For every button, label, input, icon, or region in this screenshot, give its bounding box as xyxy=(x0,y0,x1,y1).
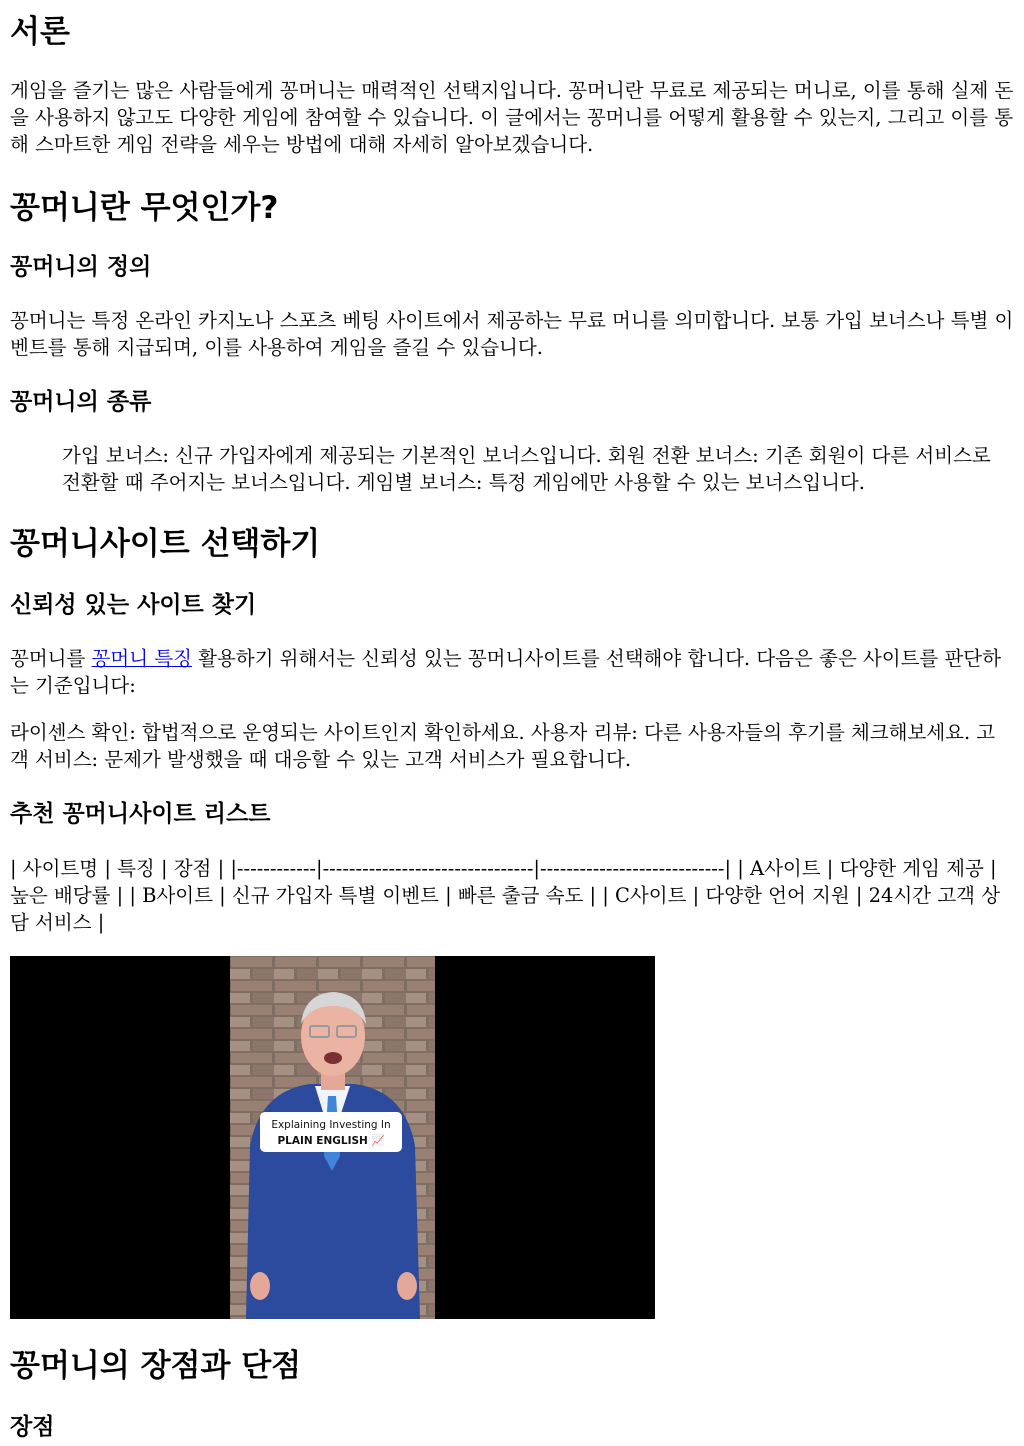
intro-paragraph: 게임을 즐기는 많은 사람들에게 꽁머니는 매력적인 선택지입니다. 꽁머니란 무료로 제공되는 머니로, 이를 통해 실제 돈을 사용하지 않고도 다양한 게임에 참여할 수 있습니다. 이 글에서는 꽁머니를 어떻게 활용할 수 있는지, 그리고 이를 통해 스마트한 게임 전략을 세우는 방법에 대해 자세히 알아보겠습니다. xyxy=(10,79,1014,156)
section-title-select: 꽁머니사이트 선택하기 xyxy=(10,526,321,562)
section-title-intro: 서론 xyxy=(10,14,70,50)
trust-text-before: 꽁머니를 xyxy=(10,647,92,670)
caption-line-1: Explaining Investing In xyxy=(271,1119,391,1131)
caption-line-2: PLAIN ENGLISH 📈 xyxy=(277,1135,385,1147)
trust-text-after: 활용하기 위해서는 신뢰성 있는 꽁머니사이트를 선택해야 합니다. 다음은 좋은 사이트를 판단하는 기준입니다: xyxy=(10,647,1001,697)
section-title-what: 꽁머니란 무엇인가? xyxy=(10,190,279,226)
site-table-text: | 사이트명 | 특징 | 장점 | |------------|--------------------------------|----------------------------| | A사이트 | 다양한 게임 제공 | 높은 배당률 | | B사이트 | 신규 가입자 특별 이벤트 | 빠른 출금 속도 | | C사이트 | 다양한 언어 지원 | 24시간 고객 상담 서비스 | xyxy=(10,857,1001,934)
types-blockquote: 가입 보너스: 신규 가입자에게 제공되는 기본적인 보너스입니다. 회원 전환 보너스: 기존 회원이 다른 서비스로 전환할 때 주어지는 보너스입니다. 게임별 보너스: 특정 게임에만 사용할 수 있는 보너스입니다. xyxy=(62,444,991,494)
definition-paragraph: 꽁머니는 특정 온라인 카지노나 스포츠 베팅 사이트에서 제공하는 무료 머니를 의미합니다. 보통 가입 보너스나 특별 이벤트를 통해 지급되며, 이를 사용하여 게임을 즐길 수 있습니다. xyxy=(10,309,1014,359)
video-player[interactable] xyxy=(10,956,655,1319)
criteria-paragraph: 라이센스 확인: 합법적으로 운영되는 사이트인지 확인하세요. 사용자 리뷰: 다른 사용자들의 후기를 체크해보세요. 고객 서비스: 문제가 발생했을 때 대응할 수 있는 고객 서비스가 필요합니다. xyxy=(10,721,996,771)
trust-paragraph xyxy=(10,645,1014,699)
subsection-title-definition: 꽁머니의 정의 xyxy=(10,254,152,280)
subsection-title-recommend: 추천 꽁머니사이트 리스트 xyxy=(10,801,271,827)
video-frame xyxy=(10,956,655,1319)
subsection-title-pros: 장점 xyxy=(10,1414,55,1440)
subsection-title-types: 꽁머니의 종류 xyxy=(10,389,152,415)
subsection-title-trust: 신뢰성 있는 사이트 찾기 xyxy=(10,592,257,618)
feature-link[interactable]: 꽁머니 특징 xyxy=(91,647,192,670)
section-title-pros-cons: 꽁머니의 장점과 단점 xyxy=(10,1348,302,1384)
